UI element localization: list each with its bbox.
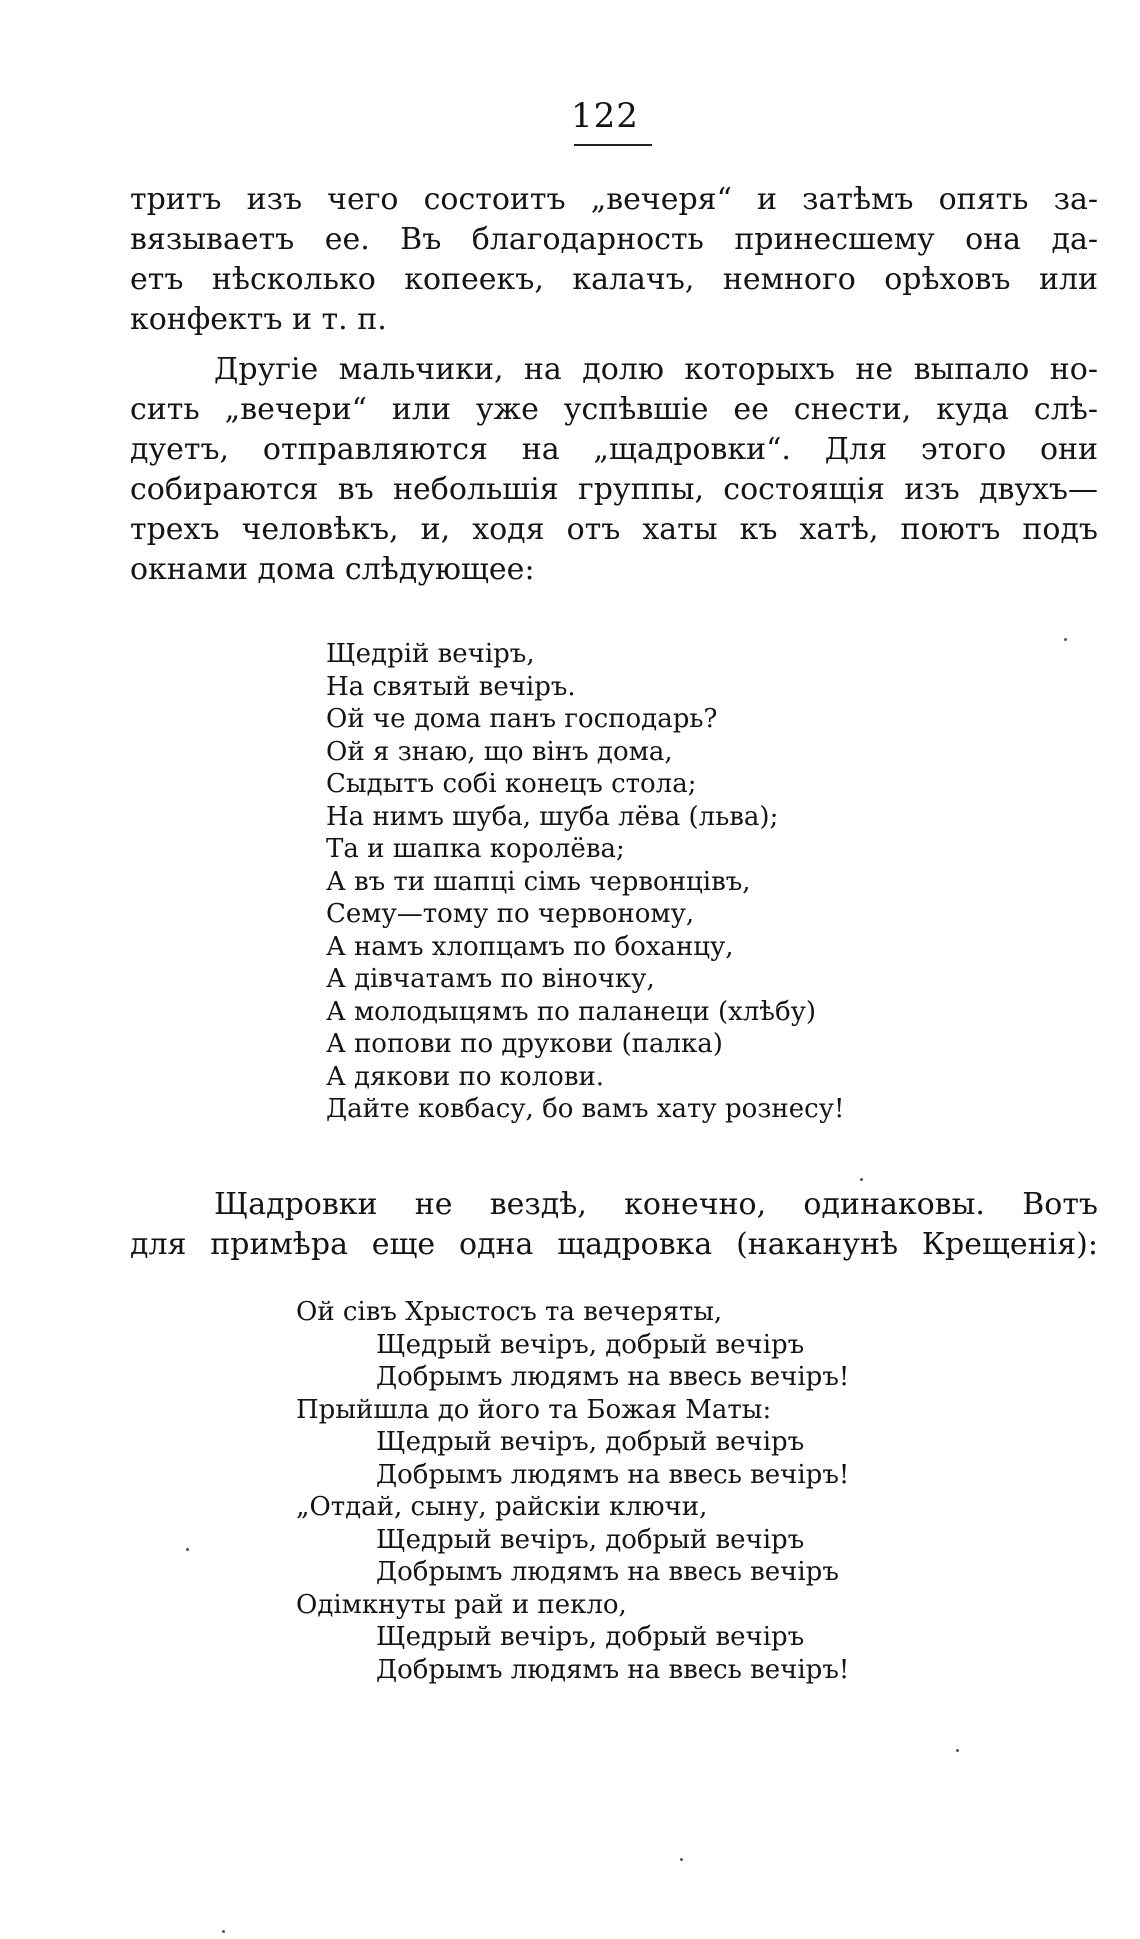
verse-line: А дівчатамъ по віночку, (326, 964, 655, 994)
paragraph-line: вязываетъ ее. Въ благодарность принесшему она да- (130, 222, 1098, 257)
refrain-line: Добрымъ людямъ на ввесь вечіръ (376, 1557, 839, 1587)
print-speck (186, 1548, 189, 1551)
verse-line: На святый вечіръ. (326, 671, 576, 702)
verse-line: А молодыцямъ по паланеци (хлѣбу) (326, 996, 817, 1027)
page-number-underline (574, 144, 652, 146)
refrain-line: Добрымъ людямъ на ввесь вечіръ! (376, 1654, 850, 1685)
paragraph-line: собираются въ небольшія группы, состоящія изъ двухъ— (130, 472, 1098, 507)
verse-line: Та и шапка королёва; (326, 834, 625, 864)
verse-line: Сыдытъ собі конецъ стола; (326, 769, 697, 799)
refrain-line: Щедрый вечіръ, добрый вечіръ (376, 1329, 805, 1360)
page-number: 122 (571, 96, 639, 136)
paragraph-2 (130, 350, 1098, 590)
paragraph-line: тритъ изъ чего состоитъ „вечеря“ и затѣмъ опять за- (130, 182, 1098, 217)
verse-line: На нимъ шуба, шуба лёва (льва); (326, 801, 779, 832)
verse-line: Прыйшла до його та Божая Маты: (296, 1394, 772, 1425)
paragraph-line: дуетъ, отправляются на „щадровки“. Для этого они (130, 432, 1098, 467)
verse-line: Ой че дома панъ господарь? (326, 704, 718, 734)
verse-line: Ой сівъ Хрыстосъ та вечеряты, (296, 1297, 723, 1327)
verse-line: А въ ти шапці сімь червонцівъ, (326, 866, 751, 897)
refrain-line: Щедрый вечіръ, добрый вечіръ (376, 1524, 805, 1555)
paragraph-line: конфектъ и т. п. (130, 302, 387, 337)
carol-verse-1 (326, 638, 844, 1126)
refrain-line: Щедрый вечіръ, добрый вечіръ (376, 1427, 805, 1457)
paragraph-3 (130, 1185, 1098, 1265)
paragraph-line: сить „вечери“ или уже успѣвшіе ее снести, куда слѣ- (130, 392, 1098, 427)
carol-verse-2 (296, 1296, 849, 1686)
verse-line: Ой я знаю, що вінъ дома, (326, 736, 673, 767)
verse-line: А намъ хлопцамъ по боханцу, (326, 931, 734, 962)
refrain-line: Щедрый вечіръ, добрый вечіръ (376, 1622, 805, 1652)
paragraph-1 (130, 180, 1098, 340)
paragraph-line: етъ нѣсколько копеекъ, калачъ, немного орѣховъ или (130, 262, 1098, 297)
verse-line: Дайте ковбасу, бо вамъ хату рознесу! (326, 1094, 845, 1124)
paragraph-line: для примѣра еще одна щадровка (наканунѣ Крещенія): (130, 1227, 1098, 1262)
print-speck (956, 1749, 959, 1752)
refrain-line: Добрымъ людямъ на ввесь вечіръ! (376, 1459, 850, 1490)
paragraph-line: трехъ человѣкъ, и, ходя отъ хаты къ хатѣ, поютъ подъ (130, 512, 1098, 547)
paragraph-line: Щадровки не вездѣ, конечно, одинаковы. Вотъ (214, 1187, 1098, 1222)
verse-line: „Отдай, сыну, райскіи ключи, (296, 1492, 708, 1522)
refrain-line: Добрымъ людямъ на ввесь вечіръ! (376, 1362, 850, 1392)
print-speck (1064, 638, 1067, 641)
verse-line: Щедрій вечіръ, (326, 639, 535, 669)
paragraph-line: Другіе мальчики, на долю которыхъ не выпало но- (214, 352, 1098, 387)
verse-line: Одімкнуты рай и пекло, (296, 1589, 627, 1620)
paragraph-line: окнами дома слѣдующее: (130, 552, 535, 587)
verse-line: А попови по друкови (палка) (326, 1029, 723, 1059)
print-speck (860, 1178, 863, 1181)
print-speck (222, 1930, 225, 1933)
verse-line: А дякови по колови. (326, 1061, 605, 1092)
verse-line: Сему—тому по червоному, (326, 899, 695, 929)
print-speck (680, 1858, 683, 1861)
